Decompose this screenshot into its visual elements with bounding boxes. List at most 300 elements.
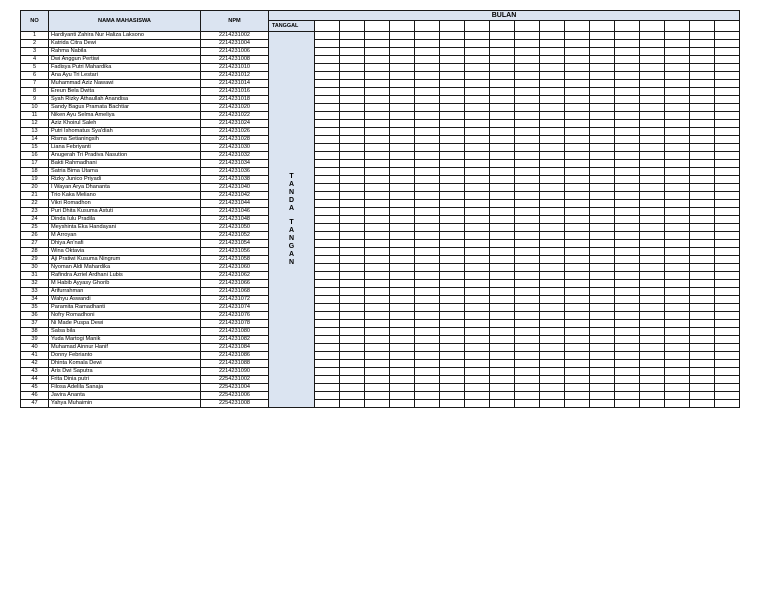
attendance-cell[interactable] [340,376,365,384]
attendance-cell[interactable] [640,112,665,120]
attendance-cell[interactable] [615,160,640,168]
attendance-cell[interactable] [415,184,440,192]
attendance-cell[interactable] [715,320,740,328]
attendance-cell[interactable] [415,384,440,392]
attendance-cell[interactable] [490,224,515,232]
attendance-cell[interactable] [365,280,390,288]
attendance-cell[interactable] [565,184,590,192]
attendance-cell[interactable] [315,184,340,192]
attendance-cell[interactable] [540,216,565,224]
attendance-cell[interactable] [315,144,340,152]
attendance-cell[interactable] [615,144,640,152]
attendance-cell[interactable] [540,208,565,216]
attendance-cell[interactable] [365,320,390,328]
attendance-cell[interactable] [690,304,715,312]
attendance-cell[interactable] [465,352,490,360]
attendance-cell[interactable] [590,384,615,392]
attendance-cell[interactable] [540,56,565,64]
attendance-cell[interactable] [590,400,615,408]
attendance-cell[interactable] [690,232,715,240]
attendance-cell[interactable] [465,392,490,400]
attendance-cell[interactable] [640,208,665,216]
attendance-cell[interactable] [640,304,665,312]
attendance-cell[interactable] [515,224,540,232]
attendance-cell[interactable] [540,168,565,176]
attendance-cell[interactable] [615,384,640,392]
attendance-cell[interactable] [565,352,590,360]
attendance-cell[interactable] [440,312,465,320]
attendance-cell[interactable] [490,232,515,240]
attendance-cell[interactable] [690,288,715,296]
attendance-cell[interactable] [715,128,740,136]
attendance-cell[interactable] [415,56,440,64]
attendance-cell[interactable] [390,352,415,360]
attendance-cell[interactable] [390,192,415,200]
attendance-cell[interactable] [390,104,415,112]
attendance-cell[interactable] [415,72,440,80]
attendance-cell[interactable] [565,64,590,72]
attendance-cell[interactable] [565,320,590,328]
attendance-cell[interactable] [415,328,440,336]
attendance-cell[interactable] [340,104,365,112]
attendance-cell[interactable] [440,232,465,240]
date-column-header[interactable] [615,21,640,32]
attendance-cell[interactable] [540,304,565,312]
attendance-cell[interactable] [615,320,640,328]
attendance-cell[interactable] [715,200,740,208]
attendance-cell[interactable] [365,400,390,408]
attendance-cell[interactable] [715,312,740,320]
attendance-cell[interactable] [640,384,665,392]
attendance-cell[interactable] [640,368,665,376]
attendance-cell[interactable] [315,352,340,360]
date-column-header[interactable] [315,21,340,32]
attendance-cell[interactable] [540,384,565,392]
attendance-cell[interactable] [715,360,740,368]
attendance-cell[interactable] [540,40,565,48]
attendance-cell[interactable] [515,272,540,280]
attendance-cell[interactable] [315,232,340,240]
attendance-cell[interactable] [540,192,565,200]
attendance-cell[interactable] [615,56,640,64]
attendance-cell[interactable] [490,48,515,56]
attendance-cell[interactable] [590,136,615,144]
attendance-cell[interactable] [365,344,390,352]
attendance-cell[interactable] [565,136,590,144]
attendance-cell[interactable] [365,304,390,312]
attendance-cell[interactable] [365,392,390,400]
attendance-cell[interactable] [440,160,465,168]
attendance-cell[interactable] [665,40,690,48]
attendance-cell[interactable] [515,32,540,40]
attendance-cell[interactable] [415,136,440,144]
attendance-cell[interactable] [315,328,340,336]
attendance-cell[interactable] [715,64,740,72]
attendance-cell[interactable] [540,344,565,352]
attendance-cell[interactable] [490,400,515,408]
attendance-cell[interactable] [690,256,715,264]
attendance-cell[interactable] [715,232,740,240]
attendance-cell[interactable] [415,376,440,384]
attendance-cell[interactable] [390,72,415,80]
attendance-cell[interactable] [415,128,440,136]
attendance-cell[interactable] [390,152,415,160]
attendance-cell[interactable] [440,384,465,392]
attendance-cell[interactable] [565,240,590,248]
attendance-cell[interactable] [415,112,440,120]
attendance-cell[interactable] [515,392,540,400]
attendance-cell[interactable] [540,352,565,360]
attendance-cell[interactable] [540,128,565,136]
attendance-cell[interactable] [365,32,390,40]
attendance-cell[interactable] [540,88,565,96]
attendance-cell[interactable] [365,264,390,272]
attendance-cell[interactable] [515,232,540,240]
attendance-cell[interactable] [565,256,590,264]
attendance-cell[interactable] [565,80,590,88]
attendance-cell[interactable] [490,88,515,96]
attendance-cell[interactable] [665,136,690,144]
attendance-cell[interactable] [565,392,590,400]
attendance-cell[interactable] [465,80,490,88]
attendance-cell[interactable] [615,120,640,128]
attendance-cell[interactable] [590,376,615,384]
attendance-cell[interactable] [715,80,740,88]
attendance-cell[interactable] [590,216,615,224]
attendance-cell[interactable] [440,184,465,192]
attendance-cell[interactable] [640,336,665,344]
attendance-cell[interactable] [365,88,390,96]
attendance-cell[interactable] [390,32,415,40]
attendance-cell[interactable] [565,200,590,208]
attendance-cell[interactable] [440,296,465,304]
attendance-cell[interactable] [490,216,515,224]
attendance-cell[interactable] [465,184,490,192]
attendance-cell[interactable] [440,152,465,160]
attendance-cell[interactable] [340,352,365,360]
attendance-cell[interactable] [690,200,715,208]
attendance-cell[interactable] [715,352,740,360]
attendance-cell[interactable] [315,320,340,328]
attendance-cell[interactable] [540,32,565,40]
attendance-cell[interactable] [590,272,615,280]
attendance-cell[interactable] [665,336,690,344]
attendance-cell[interactable] [540,184,565,192]
attendance-cell[interactable] [690,240,715,248]
attendance-cell[interactable] [665,240,690,248]
attendance-cell[interactable] [415,64,440,72]
attendance-cell[interactable] [440,144,465,152]
attendance-cell[interactable] [340,64,365,72]
attendance-cell[interactable] [615,272,640,280]
attendance-cell[interactable] [590,112,615,120]
date-column-header[interactable] [665,21,690,32]
attendance-cell[interactable] [340,400,365,408]
attendance-cell[interactable] [665,384,690,392]
attendance-cell[interactable] [315,40,340,48]
attendance-cell[interactable] [340,232,365,240]
attendance-cell[interactable] [490,168,515,176]
attendance-cell[interactable] [515,168,540,176]
attendance-cell[interactable] [315,280,340,288]
attendance-cell[interactable] [315,200,340,208]
attendance-cell[interactable] [590,256,615,264]
attendance-cell[interactable] [565,128,590,136]
attendance-cell[interactable] [515,280,540,288]
attendance-cell[interactable] [665,376,690,384]
attendance-cell[interactable] [590,160,615,168]
attendance-cell[interactable] [415,96,440,104]
attendance-cell[interactable] [540,144,565,152]
attendance-cell[interactable] [540,296,565,304]
attendance-cell[interactable] [715,280,740,288]
attendance-cell[interactable] [590,48,615,56]
attendance-cell[interactable] [490,128,515,136]
attendance-cell[interactable] [465,56,490,64]
attendance-cell[interactable] [490,376,515,384]
attendance-cell[interactable] [690,32,715,40]
attendance-cell[interactable] [615,72,640,80]
attendance-cell[interactable] [715,112,740,120]
attendance-cell[interactable] [490,32,515,40]
attendance-cell[interactable] [565,152,590,160]
attendance-cell[interactable] [340,344,365,352]
attendance-cell[interactable] [415,168,440,176]
attendance-cell[interactable] [440,368,465,376]
attendance-cell[interactable] [640,256,665,264]
attendance-cell[interactable] [515,288,540,296]
attendance-cell[interactable] [615,96,640,104]
attendance-cell[interactable] [440,320,465,328]
attendance-cell[interactable] [440,200,465,208]
attendance-cell[interactable] [565,344,590,352]
attendance-cell[interactable] [590,64,615,72]
attendance-cell[interactable] [640,48,665,56]
attendance-cell[interactable] [715,104,740,112]
attendance-cell[interactable] [615,288,640,296]
attendance-cell[interactable] [340,304,365,312]
attendance-cell[interactable] [665,144,690,152]
attendance-cell[interactable] [640,296,665,304]
attendance-cell[interactable] [365,328,390,336]
attendance-cell[interactable] [690,64,715,72]
attendance-cell[interactable] [315,112,340,120]
attendance-cell[interactable] [640,168,665,176]
attendance-cell[interactable] [590,312,615,320]
attendance-cell[interactable] [640,72,665,80]
attendance-cell[interactable] [365,224,390,232]
attendance-cell[interactable] [690,272,715,280]
attendance-cell[interactable] [540,248,565,256]
attendance-cell[interactable] [515,336,540,344]
attendance-cell[interactable] [690,48,715,56]
attendance-cell[interactable] [440,192,465,200]
attendance-cell[interactable] [615,264,640,272]
attendance-cell[interactable] [515,192,540,200]
attendance-cell[interactable] [540,264,565,272]
attendance-cell[interactable] [665,256,690,264]
attendance-cell[interactable] [490,80,515,88]
attendance-cell[interactable] [615,296,640,304]
attendance-cell[interactable] [540,80,565,88]
attendance-cell[interactable] [665,64,690,72]
attendance-cell[interactable] [465,192,490,200]
date-column-header[interactable] [590,21,615,32]
attendance-cell[interactable] [315,304,340,312]
attendance-cell[interactable] [515,240,540,248]
attendance-cell[interactable] [465,264,490,272]
attendance-cell[interactable] [440,400,465,408]
attendance-cell[interactable] [390,224,415,232]
attendance-cell[interactable] [365,368,390,376]
attendance-cell[interactable] [465,400,490,408]
attendance-cell[interactable] [490,96,515,104]
attendance-cell[interactable] [590,360,615,368]
attendance-cell[interactable] [365,128,390,136]
attendance-cell[interactable] [440,112,465,120]
attendance-cell[interactable] [540,376,565,384]
attendance-cell[interactable] [315,152,340,160]
attendance-cell[interactable] [390,320,415,328]
attendance-cell[interactable] [440,288,465,296]
attendance-cell[interactable] [565,168,590,176]
attendance-cell[interactable] [440,376,465,384]
attendance-cell[interactable] [390,56,415,64]
attendance-cell[interactable] [340,272,365,280]
attendance-cell[interactable] [615,256,640,264]
attendance-cell[interactable] [665,80,690,88]
attendance-cell[interactable] [490,280,515,288]
attendance-cell[interactable] [390,264,415,272]
attendance-cell[interactable] [515,384,540,392]
attendance-cell[interactable] [465,376,490,384]
attendance-cell[interactable] [665,320,690,328]
attendance-cell[interactable] [465,200,490,208]
attendance-cell[interactable] [465,280,490,288]
attendance-cell[interactable] [340,216,365,224]
attendance-cell[interactable] [590,72,615,80]
attendance-cell[interactable] [615,328,640,336]
attendance-cell[interactable] [665,328,690,336]
attendance-cell[interactable] [590,144,615,152]
attendance-cell[interactable] [565,360,590,368]
attendance-cell[interactable] [590,224,615,232]
attendance-cell[interactable] [440,304,465,312]
attendance-cell[interactable] [415,88,440,96]
attendance-cell[interactable] [340,208,365,216]
attendance-cell[interactable] [690,72,715,80]
attendance-cell[interactable] [590,88,615,96]
attendance-cell[interactable] [540,256,565,264]
attendance-cell[interactable] [515,152,540,160]
attendance-cell[interactable] [340,200,365,208]
attendance-cell[interactable] [615,280,640,288]
attendance-cell[interactable] [565,32,590,40]
date-column-header[interactable] [515,21,540,32]
attendance-cell[interactable] [440,360,465,368]
attendance-cell[interactable] [640,184,665,192]
attendance-cell[interactable] [590,328,615,336]
attendance-cell[interactable] [390,40,415,48]
attendance-cell[interactable] [315,48,340,56]
attendance-cell[interactable] [365,200,390,208]
attendance-cell[interactable] [365,384,390,392]
attendance-cell[interactable] [440,392,465,400]
date-column-header[interactable] [640,21,665,32]
attendance-cell[interactable] [315,32,340,40]
attendance-cell[interactable] [490,152,515,160]
attendance-cell[interactable] [390,64,415,72]
attendance-cell[interactable] [390,344,415,352]
attendance-cell[interactable] [415,352,440,360]
attendance-cell[interactable] [490,304,515,312]
attendance-cell[interactable] [590,296,615,304]
attendance-cell[interactable] [365,64,390,72]
attendance-cell[interactable] [565,72,590,80]
attendance-cell[interactable] [715,216,740,224]
attendance-cell[interactable] [415,344,440,352]
attendance-cell[interactable] [440,216,465,224]
attendance-cell[interactable] [390,360,415,368]
attendance-cell[interactable] [490,288,515,296]
attendance-cell[interactable] [440,88,465,96]
attendance-cell[interactable] [315,64,340,72]
attendance-cell[interactable] [540,120,565,128]
attendance-cell[interactable] [465,256,490,264]
attendance-cell[interactable] [465,208,490,216]
attendance-cell[interactable] [415,312,440,320]
attendance-cell[interactable] [340,368,365,376]
attendance-cell[interactable] [365,312,390,320]
attendance-cell[interactable] [590,200,615,208]
attendance-cell[interactable] [365,376,390,384]
attendance-cell[interactable] [690,280,715,288]
attendance-cell[interactable] [390,296,415,304]
attendance-cell[interactable] [690,176,715,184]
attendance-cell[interactable] [365,248,390,256]
attendance-cell[interactable] [590,120,615,128]
attendance-cell[interactable] [415,216,440,224]
attendance-cell[interactable] [440,96,465,104]
attendance-cell[interactable] [315,136,340,144]
attendance-cell[interactable] [615,168,640,176]
attendance-cell[interactable] [465,152,490,160]
date-column-header[interactable] [565,21,590,32]
attendance-cell[interactable] [340,264,365,272]
attendance-cell[interactable] [490,384,515,392]
attendance-cell[interactable] [690,184,715,192]
attendance-cell[interactable] [440,56,465,64]
attendance-cell[interactable] [615,360,640,368]
attendance-cell[interactable] [540,312,565,320]
attendance-cell[interactable] [690,208,715,216]
attendance-cell[interactable] [515,112,540,120]
attendance-cell[interactable] [315,368,340,376]
attendance-cell[interactable] [540,200,565,208]
attendance-cell[interactable] [615,176,640,184]
attendance-cell[interactable] [665,120,690,128]
attendance-cell[interactable] [690,352,715,360]
attendance-cell[interactable] [715,152,740,160]
attendance-cell[interactable] [365,136,390,144]
attendance-cell[interactable] [390,240,415,248]
attendance-cell[interactable] [315,216,340,224]
attendance-cell[interactable] [665,88,690,96]
attendance-cell[interactable] [565,368,590,376]
attendance-cell[interactable] [590,392,615,400]
attendance-cell[interactable] [615,344,640,352]
attendance-cell[interactable] [615,88,640,96]
